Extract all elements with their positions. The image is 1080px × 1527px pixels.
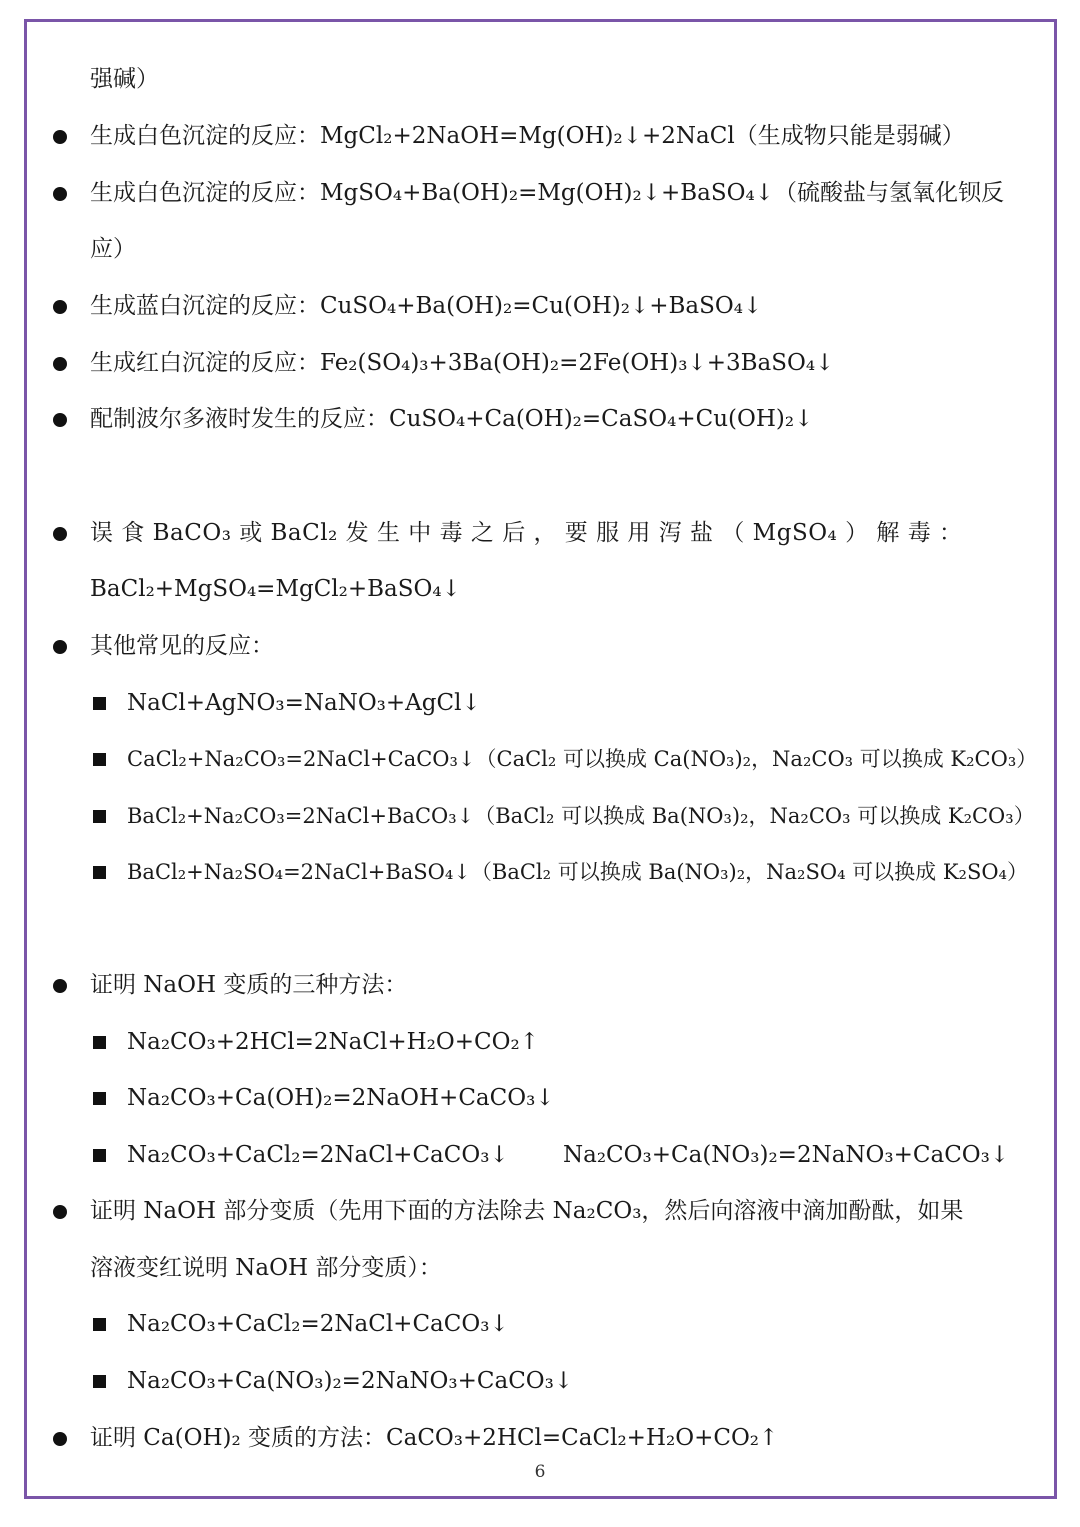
text-line: 其他常见的反应： [90, 633, 274, 659]
square-bullet [93, 1149, 106, 1162]
bullet-dot [53, 130, 67, 144]
text-line: 证明 NaOH 变质的三种方法： [90, 972, 408, 998]
bullet-dot [53, 1432, 67, 1446]
text-line: 溶液变红说明 NaOH 部分变质）： [90, 1255, 442, 1281]
text-line: Na₂CO₃+Ca(OH)₂=2NaOH+CaCO₃↓ [127, 1085, 555, 1111]
bullet-dot [53, 1205, 67, 1219]
text-line: Na₂CO₃+CaCl₂=2NaCl+CaCO₃↓ [127, 1142, 509, 1168]
bullet-dot [53, 979, 67, 993]
text-line: CaCl₂+Na₂CO₃=2NaCl+CaCO₃↓（CaCl₂ 可以换成 Ca(NO₃)₂，Na₂CO₃ 可以换成 K₂CO₃） [127, 747, 1038, 771]
text-line: 配制波尔多液时发生的反应：CuSO₄+Ca(OH)₂=CaSO₄+Cu(OH)₂↓ [90, 406, 814, 432]
square-bullet [93, 1375, 106, 1388]
text-line: BaCl₂+MgSO₄=MgCl₂+BaSO₄↓ [90, 576, 461, 602]
text-line: 生成红白沉淀的反应：Fe₂(SO₄)₃+3Ba(OH)₂=2Fe(OH)₃↓+3BaSO₄↓ [90, 350, 835, 376]
text-line: 证明 NaOH 部分变质（先用下面的方法除去 Na₂CO₃，然后向溶液中滴加酚酞，如果 [90, 1198, 964, 1224]
text-line: Na₂CO₃+Ca(NO₃)₂=2NaNO₃+CaCO₃↓ [563, 1142, 1010, 1168]
text-line: 强碱） [90, 66, 159, 92]
text-line: Na₂CO₃+2HCl=2NaCl+H₂O+CO₂↑ [127, 1029, 539, 1055]
text-line: 应） [90, 236, 136, 262]
text-line: 生成白色沉淀的反应：MgCl₂+2NaOH=Mg(OH)₂↓+2NaCl（生成物只能是弱碱） [90, 123, 965, 149]
text-line: BaCl₂+Na₂SO₄=2NaCl+BaSO₄↓（BaCl₂ 可以换成 Ba(NO₃)₂，Na₂SO₄ 可以换成 K₂SO₄） [127, 860, 1028, 884]
square-bullet [93, 1318, 106, 1331]
bullet-dot [53, 300, 67, 314]
text-line: 生成蓝白沉淀的反应：CuSO₄+Ba(OH)₂=Cu(OH)₂↓+BaSO₄↓ [90, 293, 763, 319]
text-line: 生成白色沉淀的反应：MgSO₄+Ba(OH)₂=Mg(OH)₂↓+BaSO₄↓（硫酸盐与氢氧化钡反 [90, 180, 1004, 206]
square-bullet [93, 810, 106, 823]
bullet-dot [53, 187, 67, 201]
bullet-dot [53, 413, 67, 427]
square-bullet [93, 1036, 106, 1049]
square-bullet [93, 697, 106, 710]
bullet-dot [53, 640, 67, 654]
text-line: Na₂CO₃+CaCl₂=2NaCl+CaCO₃↓ [127, 1311, 509, 1337]
text-line: NaCl+AgNO₃=NaNO₃+AgCl↓ [127, 690, 481, 716]
square-bullet [93, 866, 106, 879]
square-bullet [93, 753, 106, 766]
text-line: Na₂CO₃+Ca(NO₃)₂=2NaNO₃+CaCO₃↓ [127, 1368, 574, 1394]
bullet-dot [53, 357, 67, 371]
page-number: 6 [534, 1462, 546, 1482]
text-line: 误 食 BaCO₃ 或 BaCl₂ 发 生 中 毒 之 后 ， 要 服 用 泻 盐 （ MgSO₄ ） 解 毒 ： [90, 520, 963, 546]
bullet-dot [53, 527, 67, 541]
text-line: BaCl₂+Na₂CO₃=2NaCl+BaCO₃↓（BaCl₂ 可以换成 Ba(NO₃)₂，Na₂CO₃ 可以换成 K₂CO₃） [127, 804, 1035, 828]
square-bullet [93, 1092, 106, 1105]
text-line: 证明 Ca(OH)₂ 变质的方法：CaCO₃+2HCl=CaCl₂+H₂O+CO₂↑ [90, 1425, 779, 1451]
